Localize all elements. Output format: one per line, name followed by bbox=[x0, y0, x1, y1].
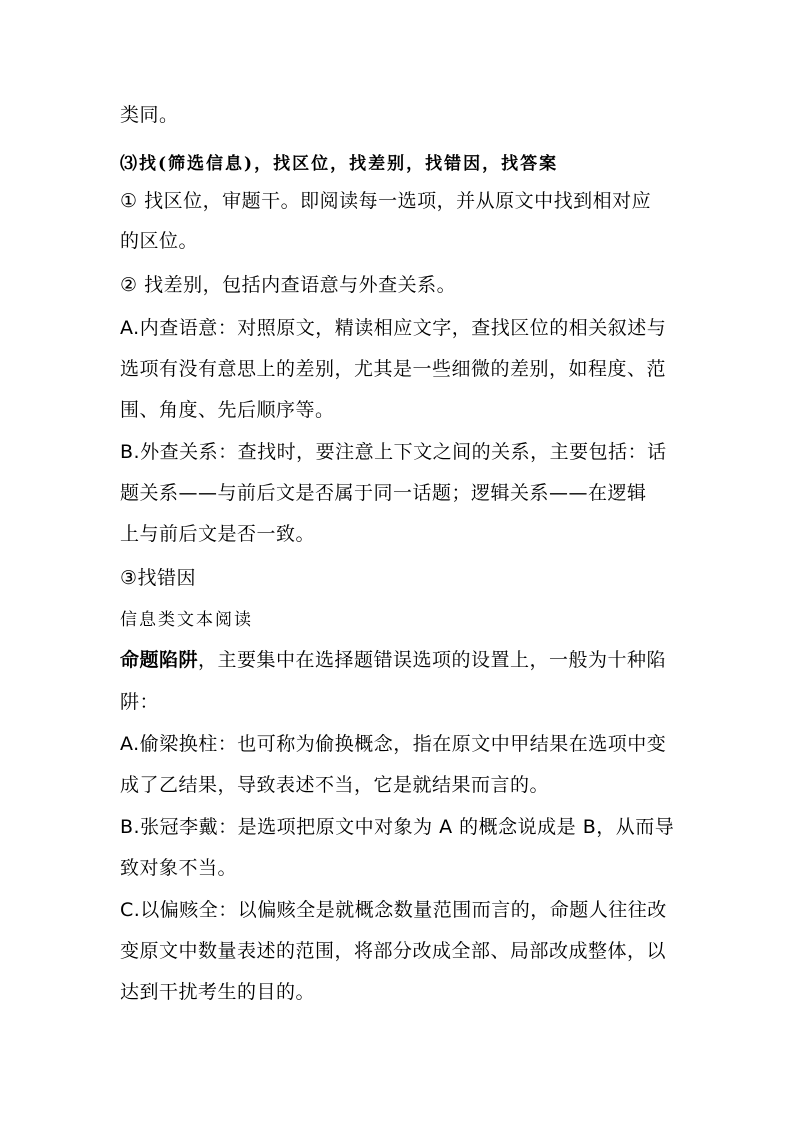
text-line-find-location: ① 找区位，审题干。即阅读每一选项，并从原文中找到相对应 bbox=[120, 190, 652, 212]
text-line-external-check-end: 上与前后文是否一致。 bbox=[120, 523, 316, 545]
text-line-external-check: B.外查关系：查找时，要注意上下文之间的关系，主要包括：话 bbox=[120, 441, 667, 463]
text-line-trap-c-cont: 变原文中数量表述的范围，将部分改成全部、局部改成整体，以 bbox=[120, 940, 667, 962]
text-line-trap-c: C.以偏赅全：以偏赅全是就概念数量范围而言的，命题人往往改 bbox=[120, 899, 667, 921]
text-line-trap-b: B.张冠李戴：是选项把原文中对象为 A 的概念说成是 B，从而导 bbox=[120, 816, 675, 838]
section-title-info-reading: 信息类文本阅读 bbox=[120, 610, 253, 630]
text-line-trap-a-cont: 成了乙结果，导致表述不当，它是就结果而言的。 bbox=[120, 774, 550, 796]
text-line-internal-check: A.内查语意：对照原文，精读相应文字，查找区位的相关叙述与 bbox=[120, 317, 667, 339]
text-line-trap-a: A.偷梁换柱：也可称为偷换概念，指在原文中甲结果在选项中变 bbox=[120, 733, 667, 755]
text-traps-intro-rest: ，主要集中在选择题错误选项的设置上，一般为十种陷 bbox=[198, 649, 667, 671]
text-line-traps-intro bbox=[120, 648, 666, 672]
text-line-internal-check-end: 围、角度、先后顺序等。 bbox=[120, 399, 335, 421]
text-line-find-location-cont: 的区位。 bbox=[120, 230, 199, 252]
text-line-external-check-cont: 题关系——与前后文是否属于同一话题；逻辑关系——在逻辑 bbox=[120, 482, 647, 504]
text-line-trap-c-end: 达到干扰考生的目的。 bbox=[120, 981, 316, 1003]
text-line-find-difference: ② 找差别，包括内查语意与外查关系。 bbox=[120, 274, 457, 296]
heading-find-error-cause: ③找错因 bbox=[120, 567, 197, 589]
text-line-traps-intro-cont: 阱： bbox=[120, 691, 160, 713]
text-line-trap-b-cont: 致对象不当。 bbox=[120, 857, 238, 879]
heading-step-3: ⑶找(筛选信息)，找区位，找差别，找错因，找答案 bbox=[120, 154, 559, 174]
text-line-continuation: 类同。 bbox=[120, 104, 179, 126]
term-question-traps: 命题陷阱 bbox=[120, 649, 199, 671]
text-line-internal-check-cont: 选项有没有意思上的差别，尤其是一些细微的差别，如程度、范 bbox=[120, 358, 667, 380]
